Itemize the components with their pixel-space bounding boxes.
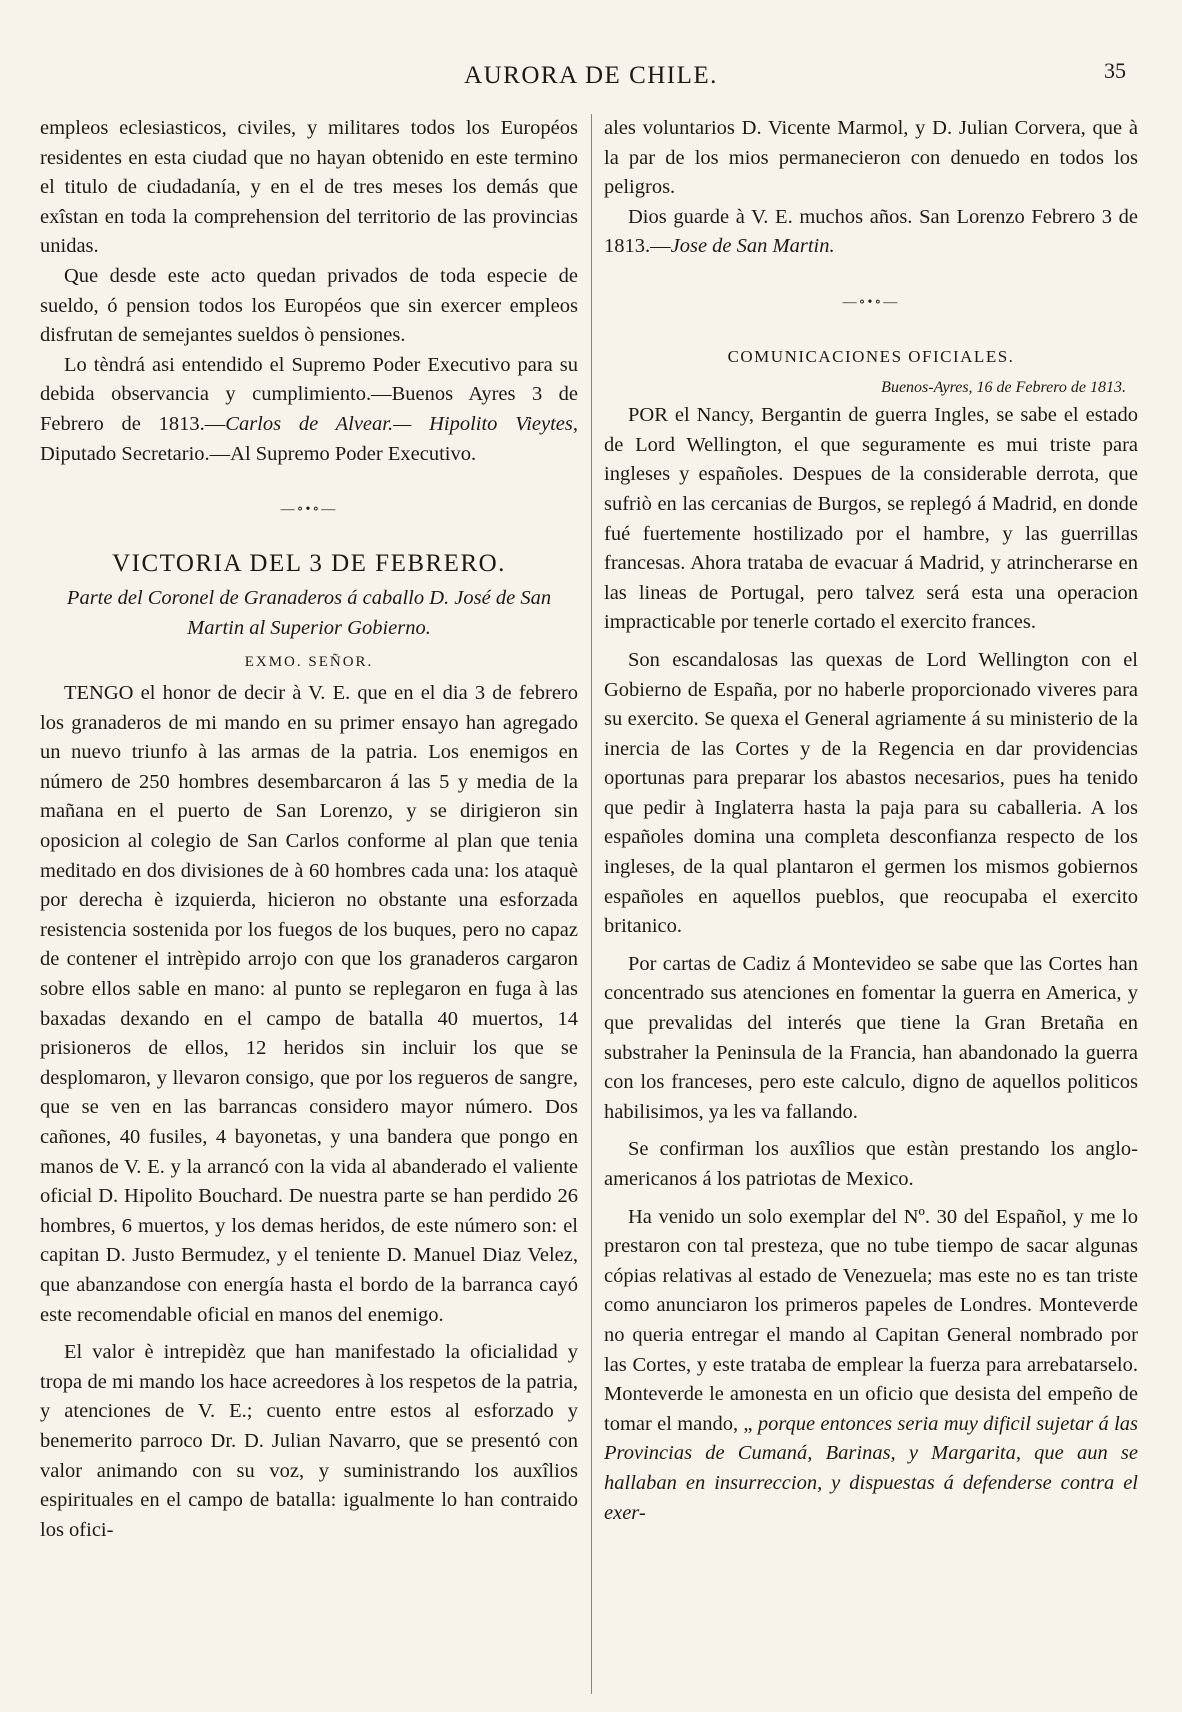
section-ornament: —∘•∘— [280, 502, 338, 518]
left-column [40, 114, 578, 1694]
cadiz-paragraph: Por cartas de Cadiz á Montevideo se sabe que las Cortes han concentrado sus atenciones en fomentar la guerra en America, y que prevalidas del interés que tiene la Gran Bretaña en substraher la Peninsula de la Francia, han abandonado la guerra con los franceses, pero este calculo, digno de aquellos politicos habilisimos, ya les va fallando. [604, 952, 1138, 1123]
running-head [0, 58, 1182, 98]
decree-signatories: Carlos de Alvear.— Hipolito Vieytes, [225, 412, 578, 435]
venezuela-text: Ha venido un solo exemplar del Nº. 30 del Español, y me lo prestaron con tal presteza, que no tube tiempo de sacar algunas cópias relativas al estado de Venezuela; mas este no es tan triste como anunciaron los primeros papeles de Londres. Monteverde no queria entregar el mando al Capitan General nombrado por las Cortes, y este trataba de emplear la fuerza para arrebatarselo. Monteverde le amonesta en un oficio que desista del empeño de tomar el mando, „ [604, 1205, 1138, 1435]
column-divider [591, 114, 592, 1694]
report-signature: Jose de San Martin. [670, 235, 835, 258]
running-title: AURORA DE CHILE. [464, 62, 718, 89]
dateline: Buenos-Ayres, 16 de Febrero de 1813. [881, 379, 1126, 397]
article-heading-comunicaciones: COMUNICACIONES OFICIALES. [727, 346, 1015, 366]
battle-report-paragraph: TENGO el honor de decir à V. E. que en el dia 3 de febrero los granaderos de mi mando en su primer ensayo han agregado un nuevo triunfo à las armas de la patria. Los enemigos en número de 250 hombres desembarcaron á las 5 y media de la mañana en el puerto de San Lorenzo, y se dirigieron sin oposicion al colegio de San Carlos conforme al plan que tenia meditado en dos divisiones de à 60 hombres cada una: los ataquè por derecha è izquierda, hicieron no obstante una esforzada resistencia sostenida por los fuegos de los buques, pero no capaz de contener el intrèpido arrojo con que los granaderos cargaron sobre ellos sable en mano: al punto se replegaron en fuga à las baxadas dexando en el campo de batalla 40 muertos, 14 prisioneros de ellos, 12 heridos sin incluir los que se desplomaron, y llevaron consigo, que por los regueros de sangre, que se ven en las barrancas considero mayor número. Dos cañones, 40 fusiles, 4 bayonetas, y una bandera que pongo en manos de V. E. y la arrancó con la vida al abanderado el valiente oficial D. Hipolito Bouchard. De nuestra parte se han perdido 26 hombres, 6 muertos, y los demas heridos, de este número son: el capitan D. Justo Bermudez, y el teniente D. Manuel Diaz Velez, que abanzandose con energía hasta el bordo de la barranca cayó este recomendable oficial en manos del enemigo. [40, 682, 578, 1326]
decree-paragraph-salaries: Que desde este acto quedan privados de toda especie de sueldo, ó pension todos los Européos que sin exercer empleos disfrutan de semejantes sueldos ò pensiones. [40, 264, 578, 347]
wellington-paragraph: POR el Nancy, Bergantin de guerra Ingles, se sabe el estado de Lord Wellington, el que seguramente es mui triste para ingleses y españoles. Despues de la considerable derrota, que sufriò en las cercanias de Burgos, se replegó á Madrid, en donde fué fuertemente hostilizado por el hambre, y las guerrillas francesas. Ahora trataba de evacuar á Madrid, y atrincherarse en las lineas de Portugal, pero talvez será esta una operacion impracticable por tenerle cortado el exercito frances. [604, 404, 1138, 634]
article-heading-victoria: VICTORIA DEL 3 DE FEBRERO. [112, 549, 506, 577]
two-column-body [40, 114, 1142, 1694]
report-closing-text: Dios guarde à V. E. muchos años. San Lorenzo Febrero 3 de 1813.— [604, 205, 1138, 258]
valor-paragraph: El valor è intrepidèz que han manifestado la oficialidad y tropa de mi mando los hace acreedores à los respetos de la patria, y atenciones de V. E.; cuento entre estos al esforzado y benemerito parroco Dr. D. Julian Navarro, que se presentó con valor animando con su voz, y suministrando los auxîlios espirituales en el campo de batalla: igualmente lo han contraido los ofici- [40, 1341, 578, 1541]
page-number: 35 [1104, 58, 1126, 83]
decree-closing-text: Lo tèndrá asi entendido el Supremo Poder Executivo para su debida observancia y cumplimiento.—Buenos Ayres 3 de Febrero de 1813.— [40, 353, 578, 435]
section-ornament: —∘•∘— [842, 294, 900, 310]
venezuela-paragraph [604, 1203, 1138, 1529]
complaints-paragraph: Son escandalosas las quexas de Lord Wellington con el Gobierno de España, por no haberle proporcionado viveres para su exercito. Se quexa el General agriamente á su ministerio de la inercia de las Cortes y de la Regencia en dar providencias oportunas para preparar los abastos necesarios, pues ha tenido que pedir à Inglaterra hasta la paja para su caballeria. A los españoles domina una completa desconfianza respecto de los ingleses, de la qual plantaron el germen los mismos gobiernos españoles en aquellos pueblos, que reocupaba el exercito britanico. [604, 648, 1138, 938]
decree-closing-rest: Diputado Secretario.—Al Supremo Poder Executivo. [40, 442, 477, 465]
venezuela-quote: porque entonces seria muy dificil sujetar á las Provincias de Cumaná, Barinas, y Margarita, que aun se hallaban en insurreccion, y dispuestas á defenderse contra el exer- [604, 1412, 1138, 1524]
right-column [604, 114, 1138, 1694]
article-subheading-parte: Parte del Coronel de Granaderos á caballo D. José de San Martin al Superior Gobierno. [66, 587, 552, 639]
report-closing-paragraph [604, 203, 1138, 262]
decree-closing-paragraph [40, 351, 578, 469]
report-continuation-paragraph: ales voluntarios D. Vicente Marmol, y D. Julian Corvera, que à la par de los mios permanecieron con denuedo en todos los peligros. [604, 117, 1138, 199]
decree-continuation-paragraph: empleos eclesiasticos, civiles, y militares todos los Européos residentes en esta ciudad que no hayan obtenido en este termino el titulo de ciudadanía, y en el de tres meses los demás que exîstan en toda la comprehension del territorio de las provincias unidas. [40, 117, 578, 258]
mexico-paragraph: Se confirman los auxîlios que estàn prestando los anglo-americanos á los patriotas de Mexico. [604, 1138, 1138, 1190]
salutation: EXMO. SEÑOR. [244, 653, 374, 670]
